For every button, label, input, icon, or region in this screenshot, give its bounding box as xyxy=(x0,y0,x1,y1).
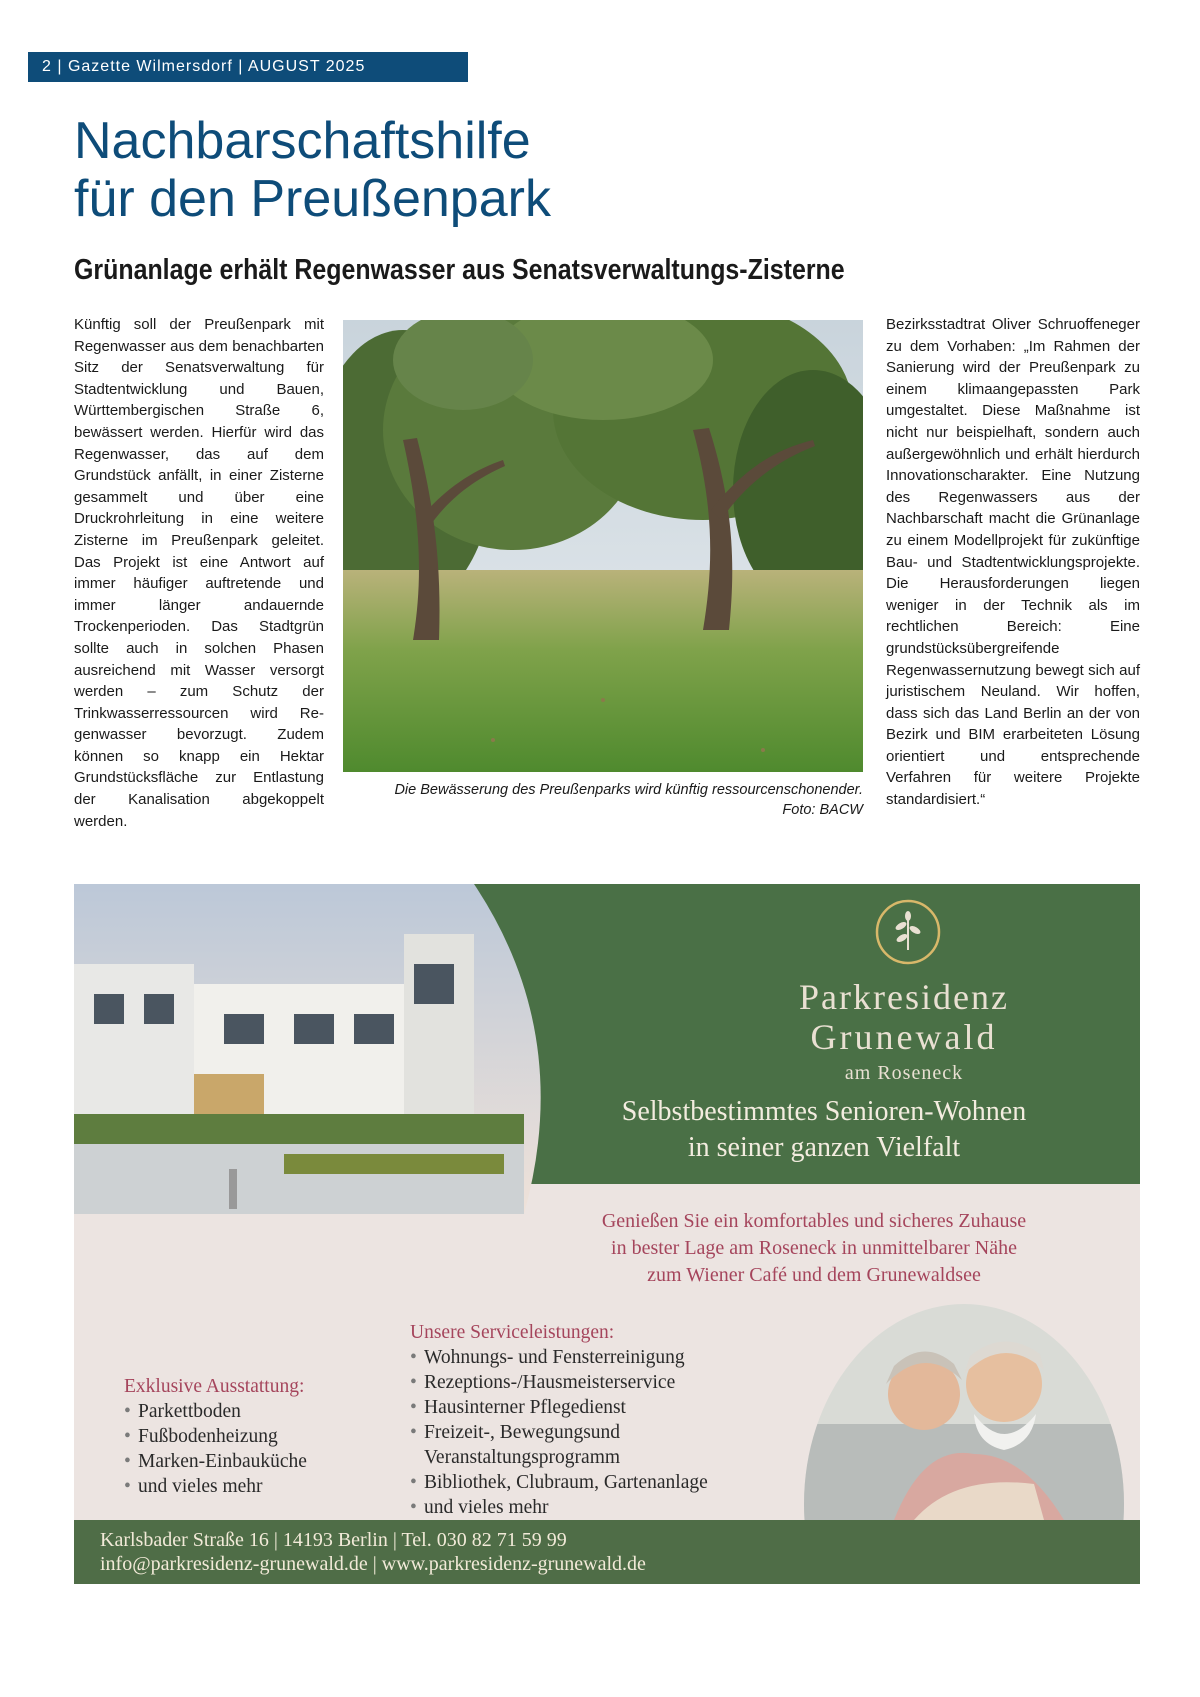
senior-couple-photo xyxy=(804,1304,1124,1520)
services-list xyxy=(410,1320,770,1520)
service-item: • Bibliothek, Clubraum, Gartenanlage xyxy=(410,1470,770,1495)
article-photo-block xyxy=(343,320,863,822)
services-title: Unsere Serviceleistungen: xyxy=(410,1322,615,1343)
title-line-2: für den Preußenpark xyxy=(74,170,551,228)
ad-intro xyxy=(514,1208,1114,1289)
features-list xyxy=(124,1374,384,1499)
slogan-line-2: in seiner ganzen Vielfalt xyxy=(687,1132,961,1163)
brand-name-1: Parkresidenz xyxy=(799,977,1009,1017)
brand-name-2: Grunewald xyxy=(810,1017,998,1057)
article-subtitle: Grünanlage erhält Regenwasser aus Senatsverwaltungs-Zisterne xyxy=(74,254,845,286)
advertisement xyxy=(74,884,1140,1584)
park-photo xyxy=(343,320,863,772)
intro-line-2: in bester Lage am Roseneck in unmittelbarer Nähe xyxy=(611,1237,1017,1259)
brand-subtitle: am Roseneck xyxy=(844,1062,964,1084)
intro-line-1: Genießen Sie ein komfortables und sicheres Zuhause xyxy=(601,1210,1027,1232)
service-item: • Wohnungs- und Fensterreinigung xyxy=(410,1345,770,1370)
email-website: info@parkresidenz-grunewald.de | www.parkresidenz-grunewald.de xyxy=(100,1553,646,1575)
intro-line-3: zum Wiener Café und dem Grunewaldsee xyxy=(647,1264,981,1286)
leaf-logo-icon xyxy=(874,898,942,966)
article-title xyxy=(74,112,774,228)
title-line-1: Nachbarschaftshilfe xyxy=(74,112,531,170)
feature-item: • Parkettboden xyxy=(124,1399,384,1424)
features-title: Exklusive Ausstattung: xyxy=(124,1376,305,1397)
service-item: • Hausinterner Pflegedienst xyxy=(410,1395,770,1420)
slogan-line-1: Selbstbestimmtes Senioren-Wohnen xyxy=(621,1096,1027,1127)
photo-caption xyxy=(343,780,863,820)
ad-slogan xyxy=(544,1094,1104,1166)
address-phone: Karlsbader Straße 16 | 14193 Berlin | Tel. 030 82 71 59 99 xyxy=(100,1529,567,1551)
feature-item: • und vieles mehr xyxy=(124,1474,384,1499)
article-left-column: Künftig soll der Preußenpark mit Regenwasser aus dem benachbarten Sitz der Senatsverwaltung für Stadtentwicklung und Bauen, Württembergischen Straße 6, bewässert werden. Hierfür wird das Regenwasser, das auf dem Grundstück anfällt, in einer Zisterne gesammelt und über eine Druckrohrleitung in eine weitere Zisterne im Preußenpark geleitet. Das Projekt ist eine Antwort auf immer häufiger auftretende und immer länger andauernde Trockenperioden. Das Stadtgrün sollte auch in solchen Phasen ausreichend mit Wasser versorgt werden – zum Schutz der Trinkwasserressourcen wird Regenwasser bevorzugt. Zudem können so knapp ein Hektar Grundstücksfläche zur Entlastung der Kanalisation abgekoppelt werden. xyxy=(74,316,324,830)
service-item: • und vieles mehr xyxy=(410,1495,770,1520)
service-item: • Freizeit-, Bewegungsund Veranstaltungsprogramm xyxy=(410,1420,770,1470)
caption-text: Die Bewässerung des Preußenparks wird künftig ressourcenschonender. xyxy=(394,782,863,798)
contact-text xyxy=(100,1528,646,1576)
issue-header: 2 | Gazette Wilmersdorf | AUGUST 2025 xyxy=(28,52,468,82)
feature-item: • Fußbodenheizung xyxy=(124,1424,384,1449)
photo-credit: Foto: BACW xyxy=(782,802,863,818)
ad-contact-footer xyxy=(74,1520,1140,1584)
building-illustration xyxy=(74,884,574,1214)
service-item: • Rezeptions-/Hausmeisterservice xyxy=(410,1370,770,1395)
article-right-column: Bezirksstadtrat Oliver Schruoffeneger zu dem Vorhaben: „Im Rahmen der Sanierung wird der Preußenpark zu einem klimaangepassten Park umgestaltet. Diese Maßnahme ist nicht nur beispielhaft, sondern auch außergewöhnlich und erhält hierdurch Innovationscharakter. Eine Nutzung des Regenwassers aus der Nachbarschaft macht die Grünanlage zu einem Modellprojekt für zukünftige Bau- und Stadtentwicklungsprojekte. Die Herausforderungen liegen weniger in der Technik als im rechtlichen Bereich: Eine grundstücksübergreifende Regenwassernutzung bewegt sich auf juristischem Neuland. Wir hoffen, dass sich das Land Berlin an der von Bezirk und BIM erarbeiteten Lösung orientiert und entsprechende Verfahren für weitere Projekte standardisiert.“ xyxy=(886,316,1140,809)
feature-item: • Marken-Einbauküche xyxy=(124,1449,384,1474)
